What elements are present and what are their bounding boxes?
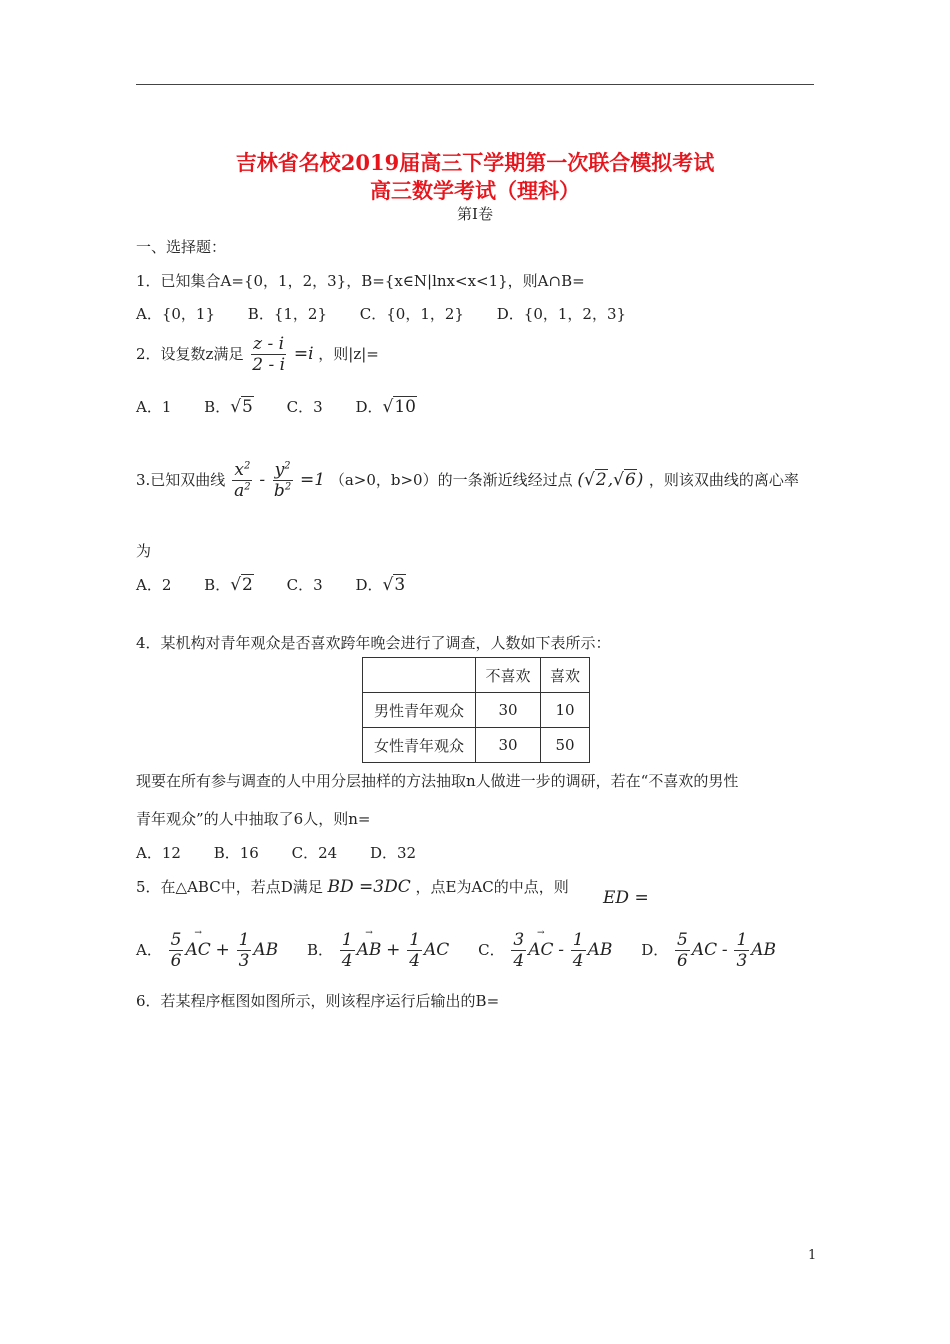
table-cell: 30 <box>476 728 541 763</box>
q4-stem: 4．某机构对青年观众是否喜欢跨年晚会进行了调查，人数如下表所示： <box>136 634 611 652</box>
exam-subtitle: 高三数学考试（理科） <box>370 178 580 203</box>
q3-option-d: D．√3 <box>355 575 406 595</box>
table-cell: 50 <box>541 728 590 763</box>
q1-options <box>136 303 654 324</box>
table-row <box>363 693 590 728</box>
q3-options <box>136 574 434 595</box>
q4-option-d: D．32 <box>369 844 417 862</box>
q4-text-2: 青年观众”的人中抽取了6人，则n= <box>136 810 371 828</box>
q1-stem: 1．已知集合A={0，1，2，3}，B={x∈N|lnx<x<1}，则A∩B= <box>136 272 585 290</box>
q5-option-b: B． $\frac{1}{4}$ → AB + $\frac{1}{4}$ AC <box>307 930 449 972</box>
q5-option-c: C． $\frac{3}{4}$ → AC - $\frac{1}{4}$ AB <box>478 930 612 972</box>
q3-point: (√2,√6) <box>577 469 644 490</box>
table-header-row <box>363 658 590 693</box>
exam-title: 吉林省名校2019届高三下学期第一次联合模拟考试 <box>235 150 715 175</box>
survey-table <box>362 657 590 763</box>
table-cell: 女性青年观众 <box>363 728 476 763</box>
header-rule <box>136 84 814 85</box>
q2-stem: 2．设复数z满足 $\frac{z - i}{2 - i}$ =i ，则|z|= <box>136 334 379 376</box>
table-cell: 男性青年观众 <box>363 693 476 728</box>
q2-option-b: B．√5 <box>204 397 253 417</box>
q3-option-b: B．√2 <box>204 575 253 595</box>
q2-option-d: D．√10 <box>355 397 416 417</box>
q3-option-a: A．2 <box>136 576 172 594</box>
q4-option-c: C．24 <box>291 844 338 862</box>
q5-options <box>136 930 776 972</box>
q2-fraction: $\frac{z - i}{2 - i}$ <box>252 334 286 376</box>
q4-option-a: A．12 <box>136 844 181 862</box>
section-heading: 一、选择题： <box>136 238 227 256</box>
q3-stem: 3.已知双曲线 $\frac{x^2}{a^2}$ - $\frac{y^2}{b^2}$ =1 （a>0，b>0）的一条渐近线经过点 (√2,√6) ，则该双曲线的离心率 <box>136 460 799 502</box>
q4-options <box>136 842 444 863</box>
q6-stem: 6．若某程序框图如图所示，则该程序运行后输出的B= <box>136 992 500 1010</box>
table-cell: 30 <box>476 693 541 728</box>
q5-option-a: A． $\frac{5}{6}$ → AC + $\frac{1}{3}$ AB <box>136 930 278 972</box>
q3-stem-wrap: 为 <box>136 542 152 560</box>
page-number: 1 <box>808 1248 817 1263</box>
q5-option-d: D． $\frac{5}{6}$ AC - $\frac{1}{3}$ AB <box>641 930 777 972</box>
table-header-cell <box>363 658 476 693</box>
q1-option-d: D．{0，1，2，3} <box>496 305 627 323</box>
q5-condition: BD =3DC <box>327 877 411 897</box>
table-row <box>363 728 590 763</box>
q2-option-a: A．1 <box>136 398 172 416</box>
table-header-cell: 喜欢 <box>541 658 590 693</box>
q5-target: ED = <box>603 888 649 908</box>
q5-stem: 5．在△ABC中，若点D满足 BD =3DC ，点E为AC的中点，则 <box>136 877 569 897</box>
q2-options <box>136 396 445 417</box>
q4-option-b: B．16 <box>213 844 259 862</box>
q2-option-c: C．3 <box>286 398 323 416</box>
q3-fraction-x: $\frac{x^2}{a^2}$ <box>234 460 251 502</box>
q4-text-1: 现要在所有参与调查的人中用分层抽样的方法抽取n人做进一步的调研，若在“不喜欢的男性 <box>136 772 739 790</box>
table-cell: 10 <box>541 693 590 728</box>
q1-option-b: B．{1，2} <box>247 305 327 323</box>
q3-option-c: C．3 <box>286 576 323 594</box>
q1-option-c: C．{0，1，2} <box>359 305 464 323</box>
table-header-cell: 不喜欢 <box>476 658 541 693</box>
volume-label: 第Ⅰ卷 <box>457 205 493 223</box>
q3-fraction-y: $\frac{y^2}{b^2}$ <box>273 460 292 502</box>
q1-option-a: A．{0，1} <box>136 305 216 323</box>
